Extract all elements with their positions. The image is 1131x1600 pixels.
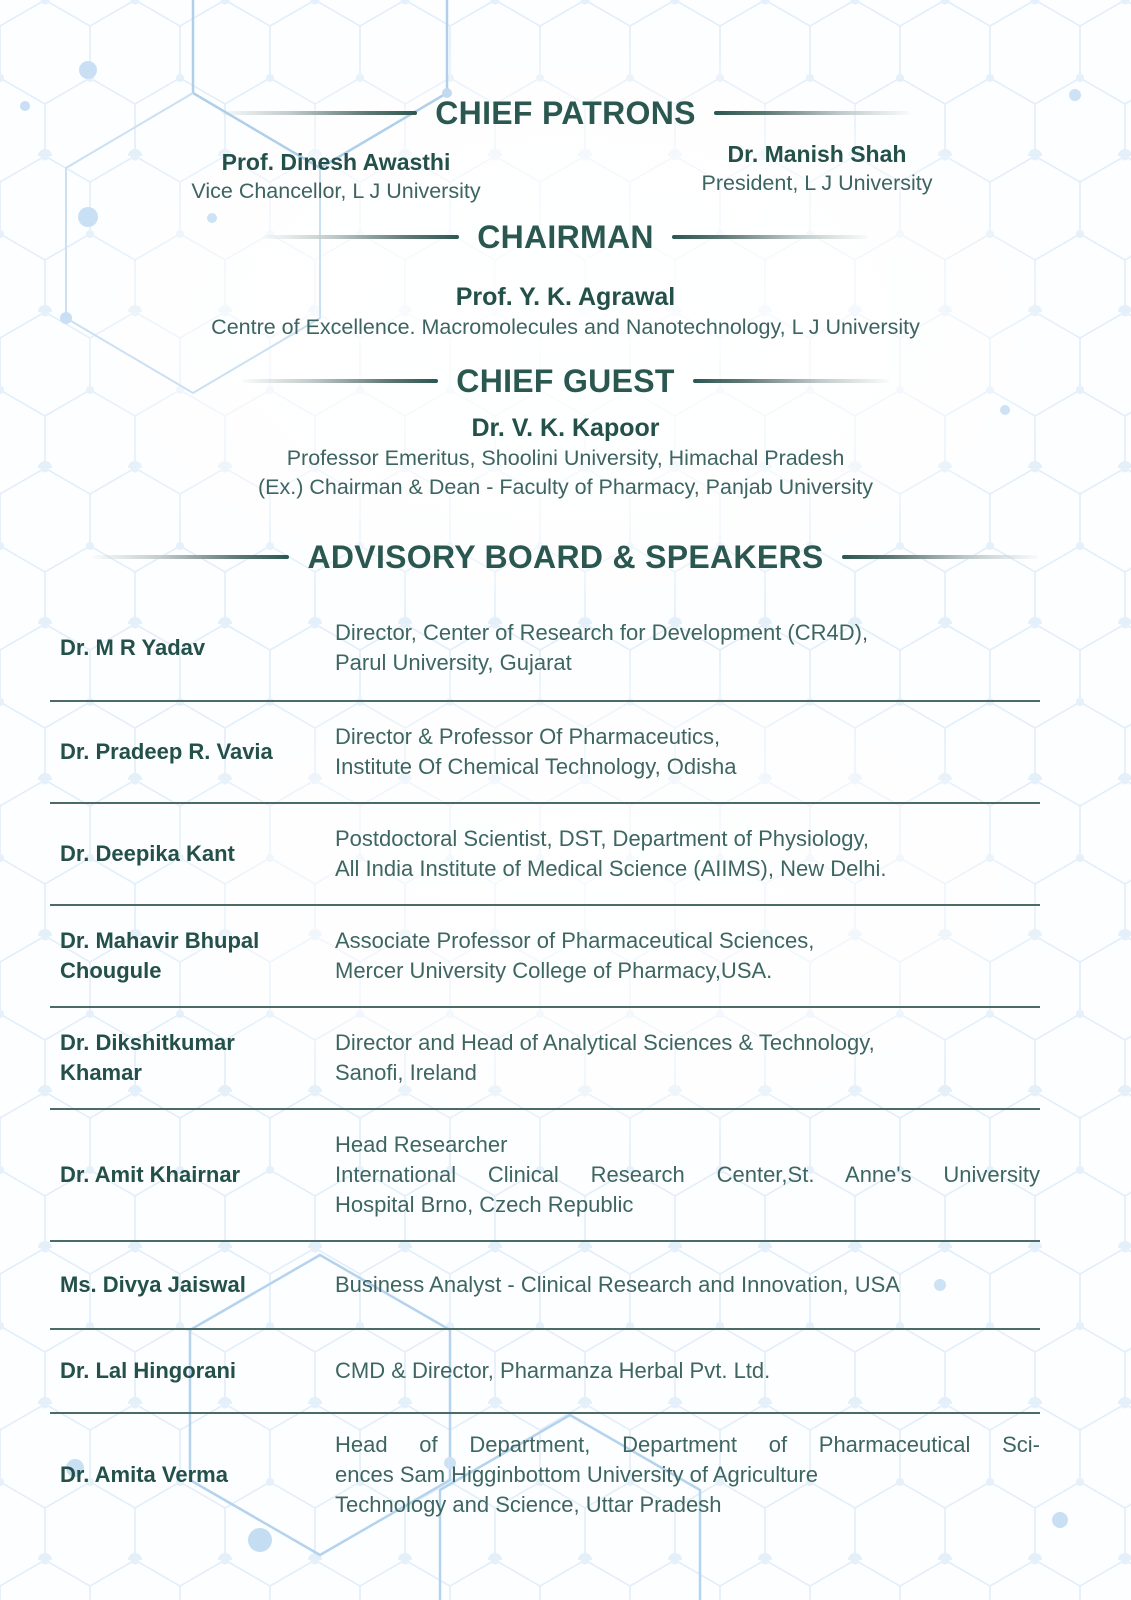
member-role bbox=[335, 1270, 1040, 1300]
section-heading-advisory-board bbox=[0, 539, 1131, 575]
patron-name: Prof. Dinesh Awasthi bbox=[221, 149, 451, 175]
member-role-line: Director, Center of Research for Development (CR4D), bbox=[335, 620, 869, 645]
member-role-line: Head of Department, Department of Pharmaceutical Sci- bbox=[335, 1432, 1040, 1457]
advisory-board-title: ADVISORY BOARD & SPEAKERS bbox=[307, 538, 824, 575]
member-name: Dr. Amita Verma bbox=[60, 1462, 228, 1487]
member-role-line: Head Researcher bbox=[335, 1132, 508, 1157]
table-row bbox=[50, 1242, 1040, 1330]
chairman-name: Prof. Y. K. Agrawal bbox=[455, 283, 676, 311]
member-role bbox=[335, 1028, 1040, 1088]
member-role-line: Director & Professor Of Pharmaceutics, bbox=[335, 724, 721, 749]
member-role bbox=[335, 618, 1040, 678]
table-row bbox=[50, 1414, 1040, 1520]
member-name: Dr. Mahavir Bhupal Chougule bbox=[60, 928, 260, 983]
section-heading-chief-patrons bbox=[0, 95, 1131, 131]
member-role-line: Technology and Science, Uttar Pradesh bbox=[335, 1492, 722, 1517]
section-heading-chairman bbox=[0, 219, 1131, 255]
member-role-line: Sanofi, Ireland bbox=[335, 1060, 477, 1085]
member-role-line: ences Sam Higginbottom University of Agriculture bbox=[335, 1462, 818, 1487]
member-role bbox=[335, 1430, 1040, 1520]
table-row bbox=[50, 596, 1040, 702]
member-role-line: Associate Professor of Pharmaceutical Sciences, bbox=[335, 928, 815, 953]
chief-guest-name: Dr. V. K. Kapoor bbox=[471, 414, 660, 442]
heading-rule-right bbox=[842, 555, 1038, 559]
table-row bbox=[50, 1008, 1040, 1110]
member-role-line: International Clinical Research Center,St. Anne's University bbox=[335, 1162, 1040, 1187]
member-role bbox=[335, 1356, 1040, 1386]
member-name: Dr. Amit Khairnar bbox=[60, 1162, 241, 1187]
patron-title: President, L J University bbox=[701, 171, 933, 195]
chief-patrons-columns bbox=[0, 139, 1131, 205]
chairman-affiliation: Centre of Excellence. Macromolecules and Nanotechnology, L J University bbox=[211, 315, 920, 339]
advisory-table bbox=[50, 596, 1040, 1520]
chief-guest-affiliation-line1: Professor Emeritus, Shoolini University, Himachal Pradesh bbox=[286, 446, 845, 470]
member-name: Dr. Pradeep R. Vavia bbox=[60, 739, 273, 764]
heading-rule-right bbox=[714, 111, 910, 115]
member-role-line: Mercer University College of Pharmacy,USA. bbox=[335, 958, 773, 983]
member-role-line: Postdoctoral Scientist, DST, Department of Physiology, bbox=[335, 826, 869, 851]
member-name: Ms. Divya Jaiswal bbox=[60, 1272, 246, 1297]
member-name: Dr. M R Yadav bbox=[60, 635, 206, 660]
table-row bbox=[50, 1330, 1040, 1414]
heading-rule-left bbox=[242, 379, 438, 383]
member-name: Dr. Lal Hingorani bbox=[60, 1358, 237, 1383]
member-role-line: Director and Head of Analytical Sciences & Technology, bbox=[335, 1030, 875, 1055]
member-role-line: Parul University, Gujarat bbox=[335, 650, 572, 675]
heading-rule-right bbox=[672, 235, 868, 239]
patron-left bbox=[191, 147, 480, 205]
member-role bbox=[335, 926, 1040, 986]
section-heading-chief-guest bbox=[0, 363, 1131, 399]
chief-guest-title: CHIEF GUEST bbox=[456, 362, 675, 399]
chief-patrons-title: CHIEF PATRONS bbox=[435, 94, 696, 131]
heading-rule-left bbox=[263, 235, 459, 239]
patron-right bbox=[701, 139, 932, 197]
member-role-line: Institute Of Chemical Technology, Odisha bbox=[335, 754, 737, 779]
member-role-line: Business Analyst - Clinical Research and Innovation, USA bbox=[335, 1272, 900, 1297]
member-role bbox=[335, 722, 1040, 782]
table-row bbox=[50, 702, 1040, 804]
chief-guest-affiliation-line2: (Ex.) Chairman & Dean - Faculty of Pharmacy, Panjab University bbox=[258, 475, 873, 499]
member-name: Dr. Dikshitkumar Khamar bbox=[60, 1030, 235, 1085]
table-row bbox=[50, 1110, 1040, 1242]
member-role bbox=[335, 1130, 1040, 1220]
member-role-line: All India Institute of Medical Science (AIIMS), New Delhi. bbox=[335, 856, 887, 881]
patron-title: Vice Chancellor, L J University bbox=[191, 179, 481, 203]
chairman-title: CHAIRMAN bbox=[477, 218, 654, 255]
table-row bbox=[50, 906, 1040, 1008]
heading-rule-left bbox=[93, 555, 289, 559]
heading-rule-left bbox=[221, 111, 417, 115]
member-role bbox=[335, 824, 1040, 884]
heading-rule-right bbox=[693, 379, 889, 383]
member-name: Dr. Deepika Kant bbox=[60, 841, 235, 866]
member-role-line: Hospital Brno, Czech Republic bbox=[335, 1192, 634, 1217]
table-row bbox=[50, 804, 1040, 906]
member-role-line: CMD & Director, Pharmanza Herbal Pvt. Ltd. bbox=[335, 1358, 771, 1383]
patron-name: Dr. Manish Shah bbox=[727, 141, 907, 167]
